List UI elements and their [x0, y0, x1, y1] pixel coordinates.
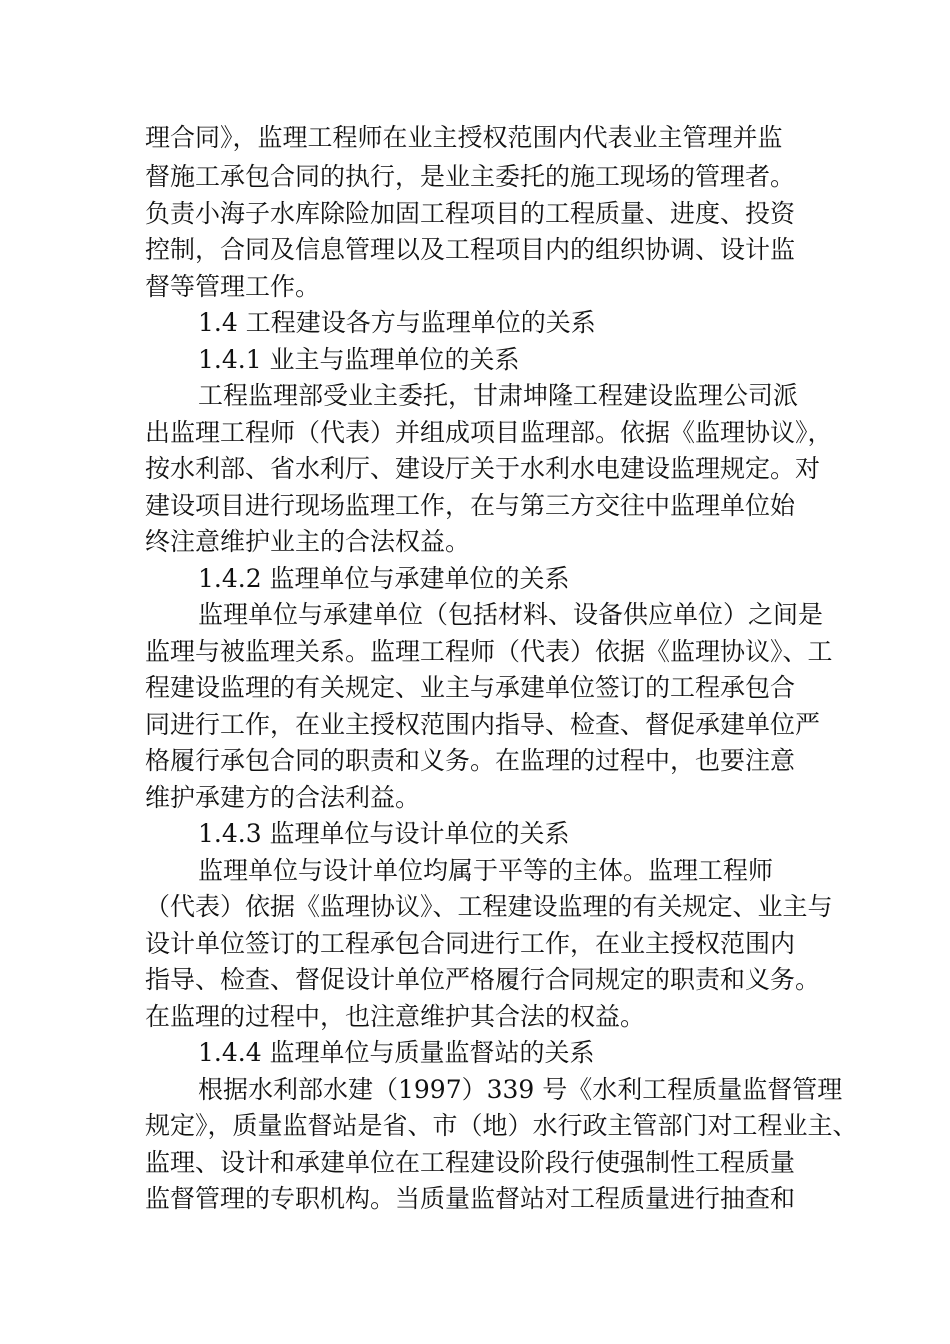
paragraph-line: 监督管理的专职机构。当质量监督站对工程质量进行抽查和 [145, 1184, 796, 1213]
section-heading-1-4: 1.4 工程建设各方与监理单位的关系 [198, 308, 596, 337]
paragraph-line: 监理、设计和承建单位在工程建设阶段行使强制性工程质量 [145, 1148, 796, 1177]
paragraph-line: 出监理工程师（代表）并组成项目监理部。依据《监理协议》， [145, 418, 833, 447]
paragraph-line: 指导、检查、督促设计单位严格履行合同规定的职责和义务。 [145, 965, 821, 994]
paragraph-line: 程建设监理的有关规定、业主与承建单位签订的工程承包合 [145, 673, 796, 702]
paragraph-line: 在监理的过程中，也注意维护其合法的权益。 [145, 1002, 646, 1031]
section-heading-1-4-3: 1.4.3 监理单位与设计单位的关系 [198, 819, 570, 848]
paragraph-line: 监理单位与承建单位（包括材料、设备供应单位）之间是 [198, 600, 824, 629]
paragraph-line: 设计单位签订的工程承包合同进行工作，在业主授权范围内 [145, 929, 796, 958]
paragraph-line: 格履行承包合同的职责和义务。在监理的过程中，也要注意 [145, 746, 796, 775]
paragraph-line: 同进行工作，在业主授权范围内指导、检查、督促承建单位严 [145, 710, 821, 739]
paragraph-line: 理合同》，监理工程师在业主授权范围内代表业主管理并监 [145, 123, 783, 152]
paragraph-line: 终注意维护业主的合法权益。 [145, 527, 471, 556]
section-heading-1-4-1: 1.4.1 业主与监理单位的关系 [198, 345, 520, 374]
section-heading-1-4-4: 1.4.4 监理单位与质量监督站的关系 [198, 1038, 595, 1067]
paragraph-line: 督施工承包合同的执行，是业主委托的施工现场的管理者。 [145, 162, 796, 191]
section-heading-1-4-2: 1.4.2 监理单位与承建单位的关系 [198, 564, 570, 593]
paragraph-line: 督等管理工作。 [145, 272, 321, 301]
paragraph-line: 负责小海子水库除险加固工程项目的工程质量、进度、投资 [145, 199, 796, 228]
paragraph-line: （代表）依据《监理协议》、工程建设监理的有关规定、业主与 [145, 892, 833, 921]
paragraph-line: 按水利部、省水利厅、建设厅关于水利水电建设监理规定。对 [145, 454, 821, 483]
paragraph-line: 规定》，质量监督站是省、市（地）水行政主管部门对工程业主、 [145, 1111, 858, 1140]
paragraph-line: 建设项目进行现场监理工作，在与第三方交往中监理单位始 [145, 491, 796, 520]
paragraph-line: 控制，合同及信息管理以及工程项目内的组织协调、设计监 [145, 235, 796, 264]
paragraph-line: 监理与被监理关系。监理工程师（代表）依据《监理协议》、工 [145, 637, 833, 666]
paragraph-line: 监理单位与设计单位均属于平等的主体。监理工程师 [198, 856, 774, 885]
paragraph-line: 根据水利部水建（1997）339 号《水利工程质量监督管理 [198, 1075, 843, 1104]
paragraph-line: 维护承建方的合法利益。 [145, 783, 421, 812]
paragraph-line: 工程监理部受业主委托，甘肃坤隆工程建设监理公司派 [198, 381, 799, 410]
